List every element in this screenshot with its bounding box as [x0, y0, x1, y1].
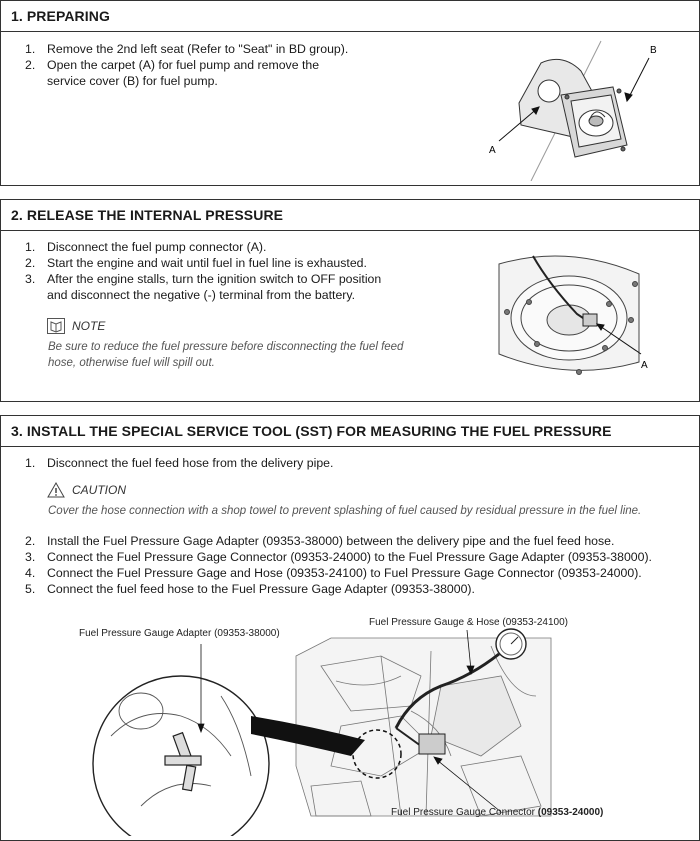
- figure-label-b: B: [650, 45, 657, 56]
- step-text: Remove the 2nd left seat (Refer to "Seat" in BD group).: [47, 42, 349, 56]
- list-item: [25, 239, 465, 255]
- note-text: [48, 339, 468, 371]
- list-item: [25, 455, 685, 471]
- step-text: Disconnect the fuel pump connector (A).: [47, 240, 267, 254]
- list-item: [25, 549, 695, 565]
- fuel-pressure-gauge-installation-illustration: [81, 616, 641, 836]
- step-number: 5.: [25, 582, 36, 596]
- connector-callout: [391, 807, 603, 818]
- step-number: 3.: [25, 550, 36, 564]
- section-title: 2. RELEASE THE INTERNAL PRESSURE: [1, 200, 699, 231]
- note-text-line: Be sure to reduce the fuel pressure before disconnecting the fuel feed: [48, 341, 404, 353]
- warning-triangle-icon: [47, 482, 65, 498]
- list-item: [25, 255, 465, 271]
- step-text: Start the engine and wait until fuel in fuel line is exhausted.: [47, 256, 367, 270]
- fuel-pump-connector-illustration: [489, 244, 659, 384]
- step-list-continued: [25, 533, 695, 597]
- step-number: 1.: [25, 456, 36, 470]
- step-text: Disconnect the fuel feed hose from the delivery pipe.: [47, 456, 334, 470]
- step-number: 1.: [25, 240, 36, 254]
- figure-label-a: A: [489, 145, 496, 156]
- fuel-pump-cover-illustration: [481, 33, 671, 181]
- section-title: 3. INSTALL THE SPECIAL SERVICE TOOL (SST) FOR MEASURING THE FUEL PRESSURE: [1, 416, 699, 447]
- section-release-pressure: [0, 199, 700, 402]
- caution-label: CAUTION: [72, 483, 126, 497]
- caution-text: Cover the hose connection with a shop towel to prevent splashing of fuel caused by residual pressure in the fuel line.: [48, 505, 642, 517]
- step-text: After the engine stalls, turn the ignition switch to OFF position: [47, 272, 382, 286]
- step-text: Open the carpet (A) for fuel pump and remove the: [47, 58, 320, 72]
- list-item: [25, 565, 695, 581]
- gauge-hose-callout: Fuel Pressure Gauge & Hose (09353-24100): [369, 617, 569, 628]
- note-book-icon: [47, 318, 65, 334]
- section-title: 1. PREPARING: [1, 1, 699, 32]
- adapter-callout: Fuel Pressure Gauge Adapter (09353-38000): [79, 628, 280, 639]
- step-text: Connect the Fuel Pressure Gage and Hose (09353-24100) to Fuel Pressure Gage Connector (09353-24000).: [47, 566, 642, 580]
- step-number: 2.: [25, 534, 36, 548]
- step-list: [25, 455, 685, 471]
- note-label: NOTE: [72, 319, 106, 333]
- connector-part-number: (09353-24000): [537, 807, 604, 818]
- section-install-sst: [0, 415, 700, 841]
- step-number: 4.: [25, 566, 36, 580]
- step-number: 3.: [25, 272, 36, 286]
- list-item: [25, 57, 455, 89]
- step-text-continued: and disconnect the negative (-) terminal from the battery.: [47, 288, 356, 302]
- step-text: Connect the fuel feed hose to the Fuel Pressure Gage Adapter (09353-38000).: [47, 582, 475, 596]
- step-text: Connect the Fuel Pressure Gage Connector (09353-24000) to the Fuel Pressure Gage Adapter (09353-38000).: [47, 550, 652, 564]
- step-list: [25, 239, 465, 303]
- step-text-continued: service cover (B) for fuel pump.: [47, 74, 218, 88]
- step-number: 2.: [25, 58, 36, 72]
- step-text: Install the Fuel Pressure Gage Adapter (09353-38000) between the delivery pipe and the fuel feed hose.: [47, 534, 615, 548]
- step-list: [25, 41, 455, 89]
- connector-callout-text: Fuel Pressure Gauge Connector: [391, 807, 535, 818]
- note-text-line: hose, otherwise fuel will spill out.: [48, 357, 215, 369]
- list-item: [25, 581, 695, 597]
- section-preparing: [0, 0, 700, 186]
- step-number: 1.: [25, 42, 36, 56]
- figure-label-a: A: [641, 360, 648, 371]
- list-item: [25, 533, 695, 549]
- list-item: [25, 41, 455, 57]
- caution-heading: [47, 482, 126, 498]
- step-number: 2.: [25, 256, 36, 270]
- note-heading: [47, 318, 105, 334]
- list-item: [25, 271, 465, 303]
